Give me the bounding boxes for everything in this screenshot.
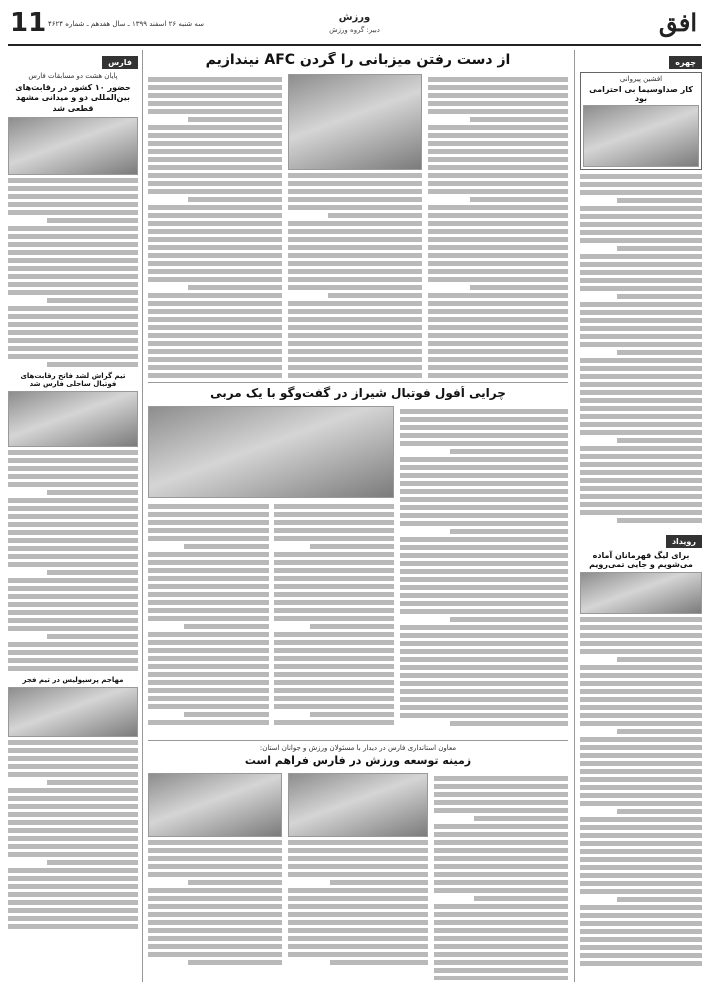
middle-headline: چرایی اُفول فوتبال شیراز در گفت‌وگو با یک مربی bbox=[210, 386, 506, 400]
profile-photo bbox=[583, 105, 699, 167]
divider-1 bbox=[148, 382, 568, 383]
striker-caption: مهاجم پرسپولیس در تیم فجر bbox=[22, 676, 124, 685]
left-headline: حضور ۱۰ کشور در رقابت‌های بین‌المللی دو و میدانی مشهد قطعی شد bbox=[15, 83, 131, 113]
bottom-headline: زمینه توسعه ورزش در فارس فراهم است bbox=[244, 754, 472, 767]
column-rule-left bbox=[142, 50, 143, 982]
beach-football-caption: تیم گراش لشد فاتح رقابت‌های فوتبال ساحلی فارس شد bbox=[20, 372, 126, 389]
column-rule-right bbox=[574, 50, 575, 982]
meeting-photo-2 bbox=[148, 773, 282, 837]
athlete-photo bbox=[8, 117, 138, 175]
page-header bbox=[8, 6, 701, 46]
main-article bbox=[148, 52, 568, 382]
profile-headline: کار صداوسیما بی احترامی بود bbox=[589, 85, 693, 103]
divider-2 bbox=[148, 740, 568, 741]
event-headline: برای لیگ قهرمانان آماده می‌شویم و جایی تمی‌رویم bbox=[589, 551, 693, 569]
profile-body bbox=[580, 174, 702, 523]
stadium-photo bbox=[148, 406, 394, 498]
meeting-photo-1 bbox=[288, 773, 428, 837]
beach-team-photo bbox=[8, 391, 138, 447]
left-kicker: پایان هشت دو مسابقات فارس bbox=[28, 72, 118, 80]
right-sidebar bbox=[580, 50, 702, 980]
goalkeeper-photo bbox=[288, 74, 422, 170]
bottom-kicker: معاون استانداری فارس در دیدار با مسئولان ورزش و جوانان استان: bbox=[259, 744, 457, 752]
dateline: سه شنبه ۲۶ اسفند ۱۳۹۹ ـ سال هفدهم ـ شماره ۴۶۲۴ bbox=[48, 20, 205, 28]
sidebar-tag-event: رویداد bbox=[666, 535, 702, 548]
sidebar-tag-fars: فارس bbox=[102, 56, 138, 69]
sidebar-tag-face: چهره bbox=[669, 56, 702, 69]
section-title: ورزش bbox=[338, 12, 371, 23]
page-number: 11 bbox=[10, 8, 47, 38]
profile-box bbox=[580, 72, 702, 170]
main-headline: از دست رفتن میزبانی را گردن AFC نیندازیم bbox=[205, 52, 511, 68]
event-block bbox=[580, 529, 702, 966]
bottom-article bbox=[148, 744, 568, 980]
striker-photo bbox=[8, 687, 138, 737]
newspaper-logo: افق bbox=[658, 8, 697, 37]
event-photo bbox=[580, 572, 702, 614]
section-editor: دبیر: گروه ورزش bbox=[329, 26, 380, 34]
middle-article bbox=[148, 386, 568, 738]
left-sidebar bbox=[8, 50, 138, 980]
profile-kicker: افشین پیروانی bbox=[619, 75, 663, 83]
